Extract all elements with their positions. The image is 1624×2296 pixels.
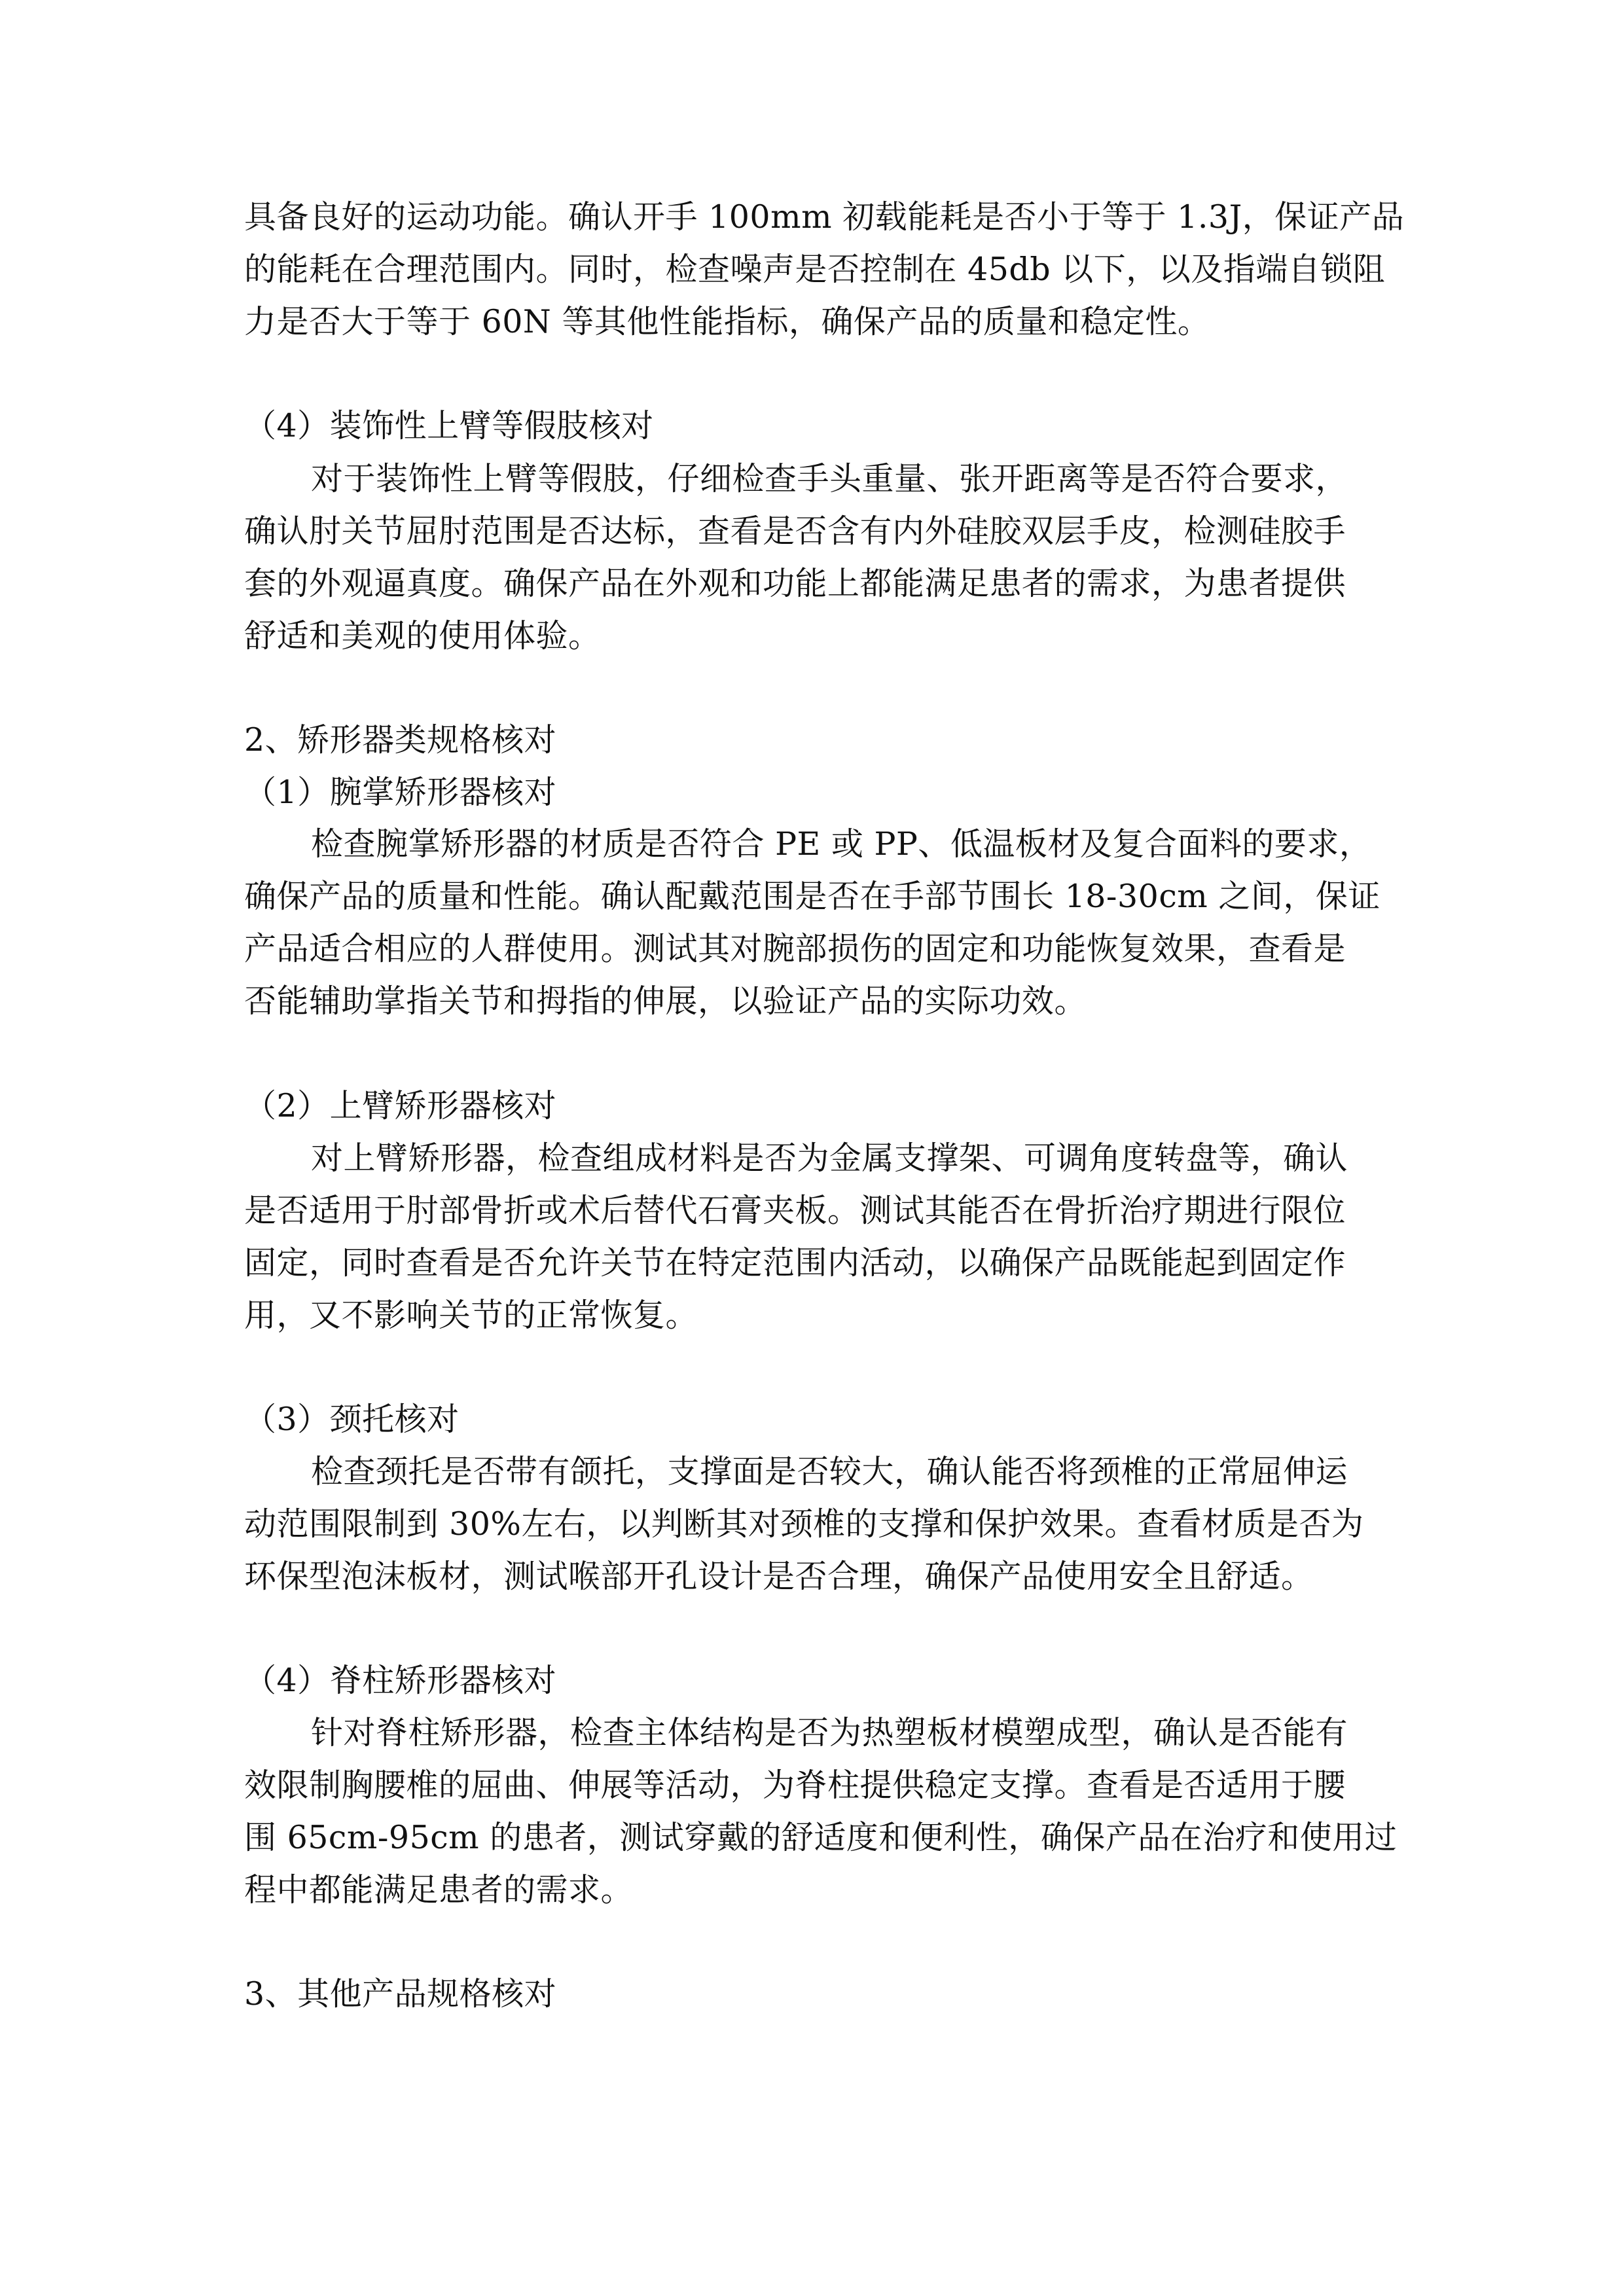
paragraph-line: 围 65cm-95cm 的患者，测试穿戴的舒适度和便利性，确保产品在治疗和使用过	[244, 1819, 1398, 1856]
paragraph-line: 检查颈托是否带有颌托，支撑面是否较大，确认能否将颈椎的正常屈伸运	[311, 1453, 1348, 1490]
paragraph-line: 产品适合相应的人群使用。测试其对腕部损伤的固定和功能恢复效果，查看是	[244, 930, 1346, 967]
paragraph-line: 具备良好的运动功能。确认开手 100mm 初载能耗是否小于等于 1.3J，保证产品	[244, 198, 1405, 236]
paragraph-line: 确保产品的质量和性能。确认配戴范围是否在手部节围长 18-30cm 之间，保证	[244, 878, 1380, 915]
subsection-heading: （1）腕掌矫形器核对	[244, 774, 557, 811]
paragraph-line: 检查腕掌矫形器的材质是否符合 PE 或 PP、低温板材及复合面料的要求，	[311, 825, 1372, 863]
paragraph-line: 舒适和美观的使用体验。	[244, 617, 601, 655]
paragraph-line: 的能耗在合理范围内。同时，检查噪声是否控制在 45db 以下，以及指端自锁阻	[244, 251, 1386, 288]
paragraph-line: 针对脊柱矫形器，检查主体结构是否为热塑板材模塑成型，确认是否能有	[311, 1714, 1348, 1751]
subsection-heading: （3）颈托核对	[244, 1401, 460, 1438]
paragraph-line: 是否适用于肘部骨折或术后替代石膏夹板。测试其能否在骨折治疗期进行限位	[244, 1192, 1346, 1229]
paragraph-line: 对于装饰性上臂等假肢，仔细检查手头重量、张开距离等是否符合要求，	[311, 460, 1348, 497]
subsection-heading: （2）上臂矫形器核对	[244, 1087, 557, 1124]
paragraph-line: 动范围限制到 30%左右，以判断其对颈椎的支撑和保护效果。查看材质是否为	[244, 1505, 1364, 1543]
paragraph-line: 固定，同时查看是否允许关节在特定范围内活动，以确保产品既能起到固定作	[244, 1244, 1346, 1282]
paragraph-line: 套的外观逼真度。确保产品在外观和功能上都能满足患者的需求，为患者提供	[244, 565, 1346, 602]
section-heading: 2、矫形器类规格核对	[244, 721, 557, 759]
paragraph-line: 程中都能满足患者的需求。	[244, 1871, 634, 1909]
paragraph-line: 否能辅助掌指关节和拇指的伸展，以验证产品的实际功效。	[244, 982, 1087, 1020]
subsection-heading: （4）脊柱矫形器核对	[244, 1662, 557, 1699]
subsection-heading: （4）装饰性上臂等假肢核对	[244, 407, 654, 444]
paragraph-line: 效限制胸腰椎的屈曲、伸展等活动，为脊柱提供稳定支撑。查看是否适用于腰	[244, 1767, 1346, 1804]
paragraph-line: 环保型泡沫板材，测试喉部开孔设计是否合理，确保产品使用安全且舒适。	[244, 1558, 1314, 1595]
paragraph-line: 用，又不影响关节的正常恢复。	[244, 1297, 698, 1334]
section-heading: 3、其他产品规格核对	[244, 1975, 557, 2013]
paragraph-line: 对上臂矫形器，检查组成材料是否为金属支撑架、可调角度转盘等，确认	[311, 1139, 1348, 1177]
paragraph-line: 确认肘关节屈肘范围是否达标，查看是否含有内外硅胶双层手皮，检测硅胶手	[244, 512, 1346, 550]
paragraph-line: 力是否大于等于 60N 等其他性能指标，确保产品的质量和稳定性。	[244, 303, 1210, 340]
